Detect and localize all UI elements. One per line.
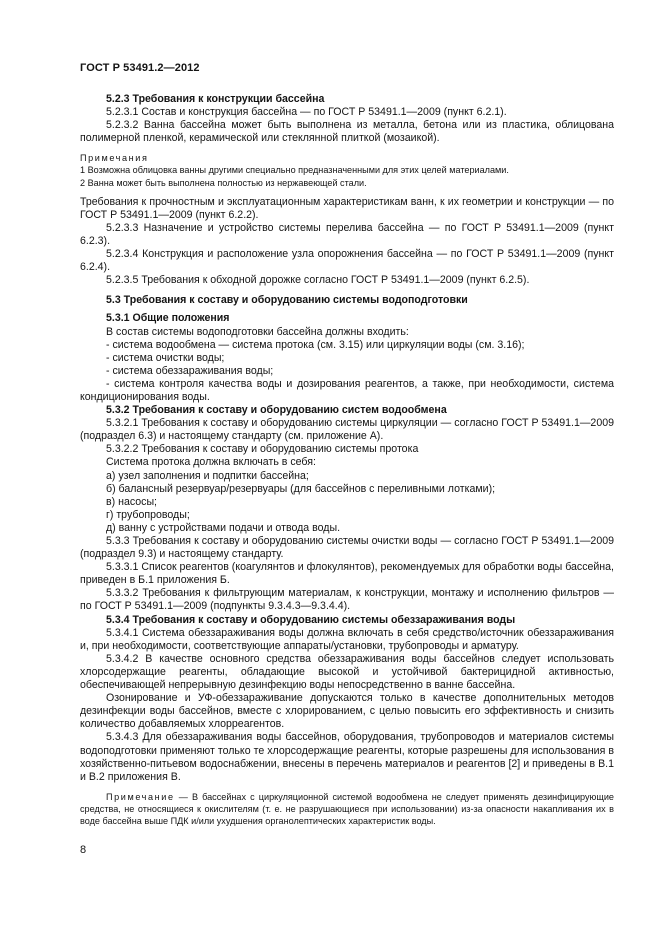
list-item-cleaning: - система очистки воды; bbox=[106, 351, 225, 364]
list-item-v: в) насосы; bbox=[106, 495, 158, 508]
clause-5-2-3-3: 5.2.3.3 Назначение и устройство системы перелива бассейна — по ГОСТ Р 53491.1—2009 (пункт 6.2.3). bbox=[80, 221, 614, 247]
paragraph-flow-system: Система протока должна включать в себя: bbox=[106, 456, 316, 469]
note-2: 2 Ванна может быть выполнена полностью из нержавеющей стали. bbox=[80, 177, 367, 188]
paragraph-requirements: Требования к прочностным и эксплуатационным характеристикам ванн, к их геометрии и конструкции — по ГОСТ Р 53491.1—2009 (пункт 6.2.2). bbox=[80, 195, 614, 221]
list-item-d: д) ванну с устройствами подачи и отвода воды. bbox=[106, 521, 341, 534]
list-item-disinfection: - система обеззараживания воды; bbox=[106, 364, 274, 377]
section-heading-5-3-1: 5.3.1 Общие положения bbox=[106, 312, 230, 325]
paragraph-composition: В состав системы водоподготовки бассейна должны входить: bbox=[106, 325, 409, 338]
note-final-text: — В бассейнах с циркуляционной системой водообмена не следует применять дезинфицирующие средства, не относящиеся к окислителям (т. е. не разрушающиеся при использовании) из-за опасности накапливания их в воде бассейна выше ПДК и/или ухудшения органолептических характеристик воды. bbox=[80, 791, 614, 826]
note-final-label: Примечание bbox=[106, 791, 175, 802]
clause-5-3-4-1: 5.3.4.1 Система обеззараживания воды должна включать в себя средство/источник обеззараживания и, при необходимости, соответствующие аппараты/установки, трубопроводы и арматуру. bbox=[80, 626, 614, 652]
page-number: 8 bbox=[80, 844, 87, 856]
clause-5-3-2-2: 5.3.2.2 Требования к составу и оборудованию системы протока bbox=[106, 443, 419, 456]
document-body bbox=[80, 93, 614, 827]
section-heading-5-3-2: 5.3.2 Требования к составу и оборудованию систем водообмена bbox=[106, 404, 447, 417]
note-final bbox=[80, 791, 614, 827]
clause-5-2-3-5: 5.2.3.5 Требования к обходной дорожке согласно ГОСТ Р 53491.1—2009 (пункт 6.2.5). bbox=[106, 274, 530, 287]
section-heading-5-3: 5.3 Требования к составу и оборудованию системы водоподготовки bbox=[106, 294, 468, 307]
list-item-b: б) балансный резервуар/резервуары (для бассейнов с переливными лотками); bbox=[106, 482, 496, 495]
clause-5-3-3: 5.3.3 Требования к составу и оборудованию системы очистки воды — согласно ГОСТ Р 53491.1—2009 (подраздел 9.3) и настоящему стандарту. bbox=[80, 535, 614, 561]
note-1: 1 Возможна облицовка ванны другими специально предназначенными для этих целей материалами. bbox=[80, 165, 509, 176]
clause-5-3-3-2: 5.3.3.2 Требования к фильтрующим материалам, к конструкции, монтажу и исполнению фильтров — по ГОСТ Р 53491.1—2009 (подпункты 9.3.4.3—9.3.4.4). bbox=[80, 587, 614, 613]
notes-heading: Примечания bbox=[80, 153, 149, 164]
clause-5-2-3-1: 5.2.3.1 Состав и конструкция бассейна — по ГОСТ Р 53491.1—2009 (пункт 6.2.1). bbox=[106, 106, 507, 119]
paragraph-ozonation: Озонирование и УФ-обеззараживание допускаются только в качестве дополнительных методов дезинфекции воды бассейнов, вместе с хлорированием, с целью повысить его эффективность и снизить количество добавляемых хлорреагентов. bbox=[80, 692, 614, 731]
clause-5-2-3-4: 5.2.3.4 Конструкция и расположение узла опорожнения бассейна — по ГОСТ Р 53491.1—2009 (пункт 6.2.4). bbox=[80, 248, 614, 274]
list-item-water-exchange: - система водообмена — система протока (см. 3.15) или циркуляции воды (см. 3.16); bbox=[106, 338, 525, 351]
list-item-a: а) узел заполнения и подпитки бассейна; bbox=[106, 469, 309, 482]
clause-5-2-3-2: 5.2.3.2 Ванна бассейна может быть выполнена из металла, бетона или из пластика, облицована полимерной пленкой, керамической или стеклянной плиткой (мозаикой). bbox=[80, 119, 614, 145]
section-heading-5-3-4: 5.3.4 Требования к составу и оборудованию системы обеззараживания воды bbox=[106, 613, 516, 626]
section-heading-5-2-3: 5.2.3 Требования к конструкции бассейна bbox=[106, 93, 325, 105]
list-item-quality-control: - система контроля качества воды и дозирования реагентов, а также, при необходимости, система кондиционирования воды. bbox=[80, 377, 614, 403]
document-header: ГОСТ Р 53491.2—2012 bbox=[80, 62, 200, 74]
list-item-g: г) трубопроводы; bbox=[106, 508, 190, 521]
clause-5-3-4-3: 5.3.4.3 Для обеззараживания воды бассейнов, оборудования, трубопроводов и материалов системы водоподготовки применяют только те хлорсодержащие реагенты, которые разрешены для использования в хозяйственно-питьевом водоснабжении, внесены в перечень материалов и реагентов [2] и приведены в В.1 и В.2 приложения В. bbox=[80, 731, 614, 783]
clause-5-3-4-2: 5.3.4.2 В качестве основного средства обеззараживания воды бассейнов следует использовать хлорсодержащие реагенты, обладающие высокой и устойчивой бактерицидной активностью, обеспечивающей непрерывную дезинфекцию воды непосредственно в ванне бассейна. bbox=[80, 652, 614, 692]
clause-5-3-2-1: 5.3.2.1 Требования к составу и оборудованию системы циркуляции — согласно ГОСТ Р 53491.1—2009 (подраздел 6.3) и настоящему стандарту (см. приложение А). bbox=[80, 417, 614, 443]
clause-5-3-3-1: 5.3.3.1 Список реагентов (коагулянтов и флокулянтов), рекомендуемых для обработки воды бассейна, приведен в Б.1 приложения Б. bbox=[80, 561, 614, 587]
